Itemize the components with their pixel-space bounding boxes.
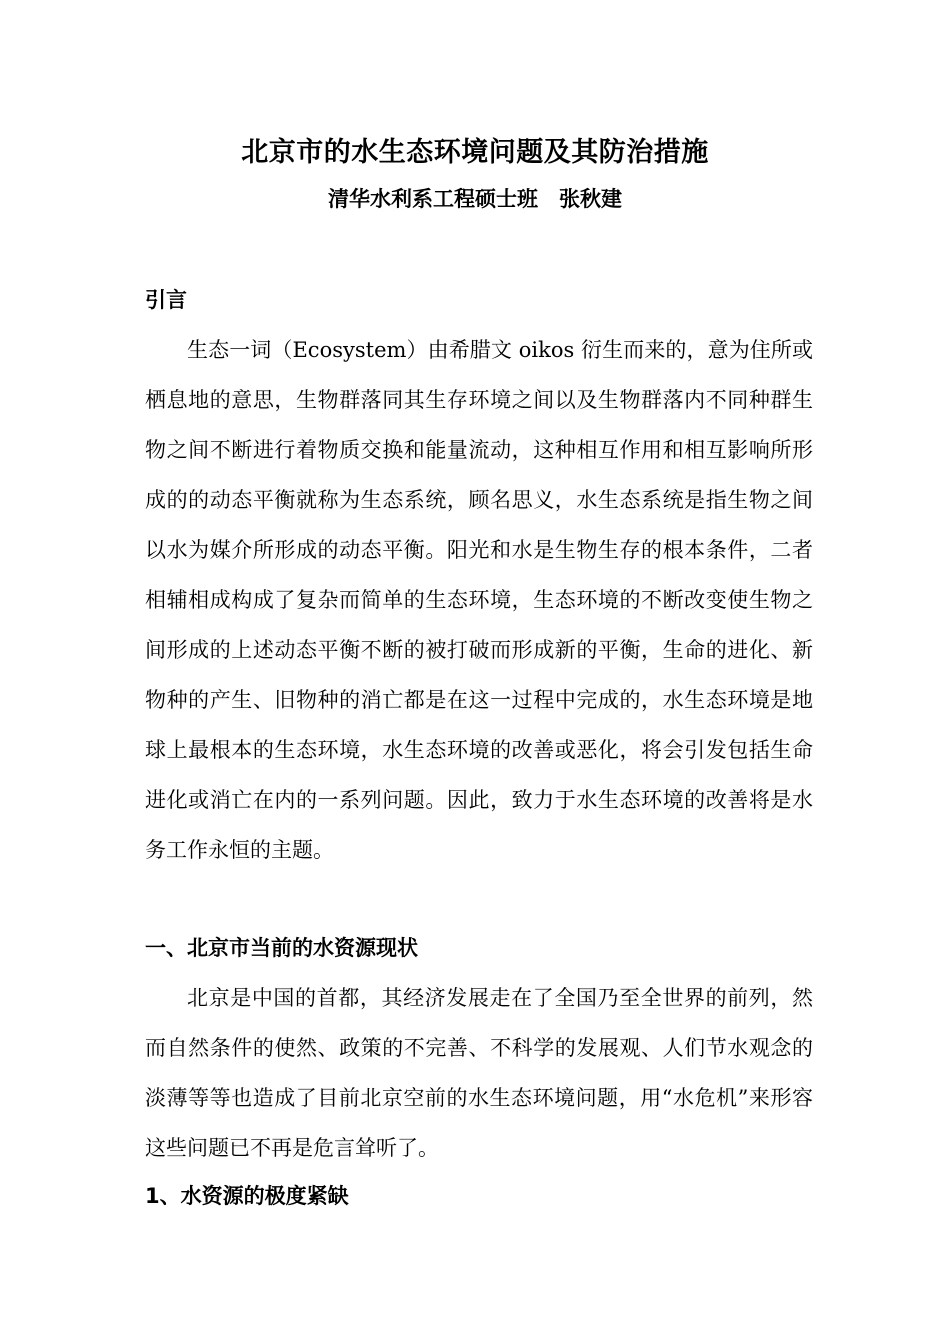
document-author: 清华水利系工程硕士班 张秋建 (328, 187, 622, 211)
intro-heading: 引言 (145, 288, 187, 312)
intro-paragraph: 生态一词（Ecosystem）由希腊文 oikos 衍生而来的，意为住所或栖息地的意思，生物群落同其生存环境之间以及生物群落内不同种群生物之间不断进行着物质交换和能量流动，这种相互作用和相互影响所形成的的动态平衡就称为生态系统，顾名思义，水生态系统是指生物之间以水为媒介所形成的动态平衡。阳光和水是生物生存的根本条件，二者相辅相成构成了复杂而简单的生态环境，生态环境的不断改变使生物之间形成的上述动态平衡不断的被打破而形成新的平衡，生命的进化、新物种的产生、旧物种的消亡都是在这一过程中完成的，水生态环境是地球上最根本的生态环境，水生态环境的改善或恶化，将会引发包括生命进化或消亡在内的一系列问题。因此，致力于水生态环境的改善将是水务工作永恒的主题。 (145, 338, 813, 862)
section1-paragraph: 北京是中国的首都，其经济发展走在了全国乃至全世界的前列，然而自然条件的使然、政策的不完善、不科学的发展观、人们节水观念的淡薄等等也造成了目前北京空前的水生态环境问题，用“水危机”来形容这些问题已不再是危言耸听了。 (145, 986, 813, 1160)
section1-subheading: 1、水资源的极度紧缺 (145, 1184, 349, 1208)
section1-heading: 一、北京市当前的水资源现状 (145, 936, 418, 960)
document-title: 北京市的水生态环境问题及其防治措施 (241, 137, 709, 168)
